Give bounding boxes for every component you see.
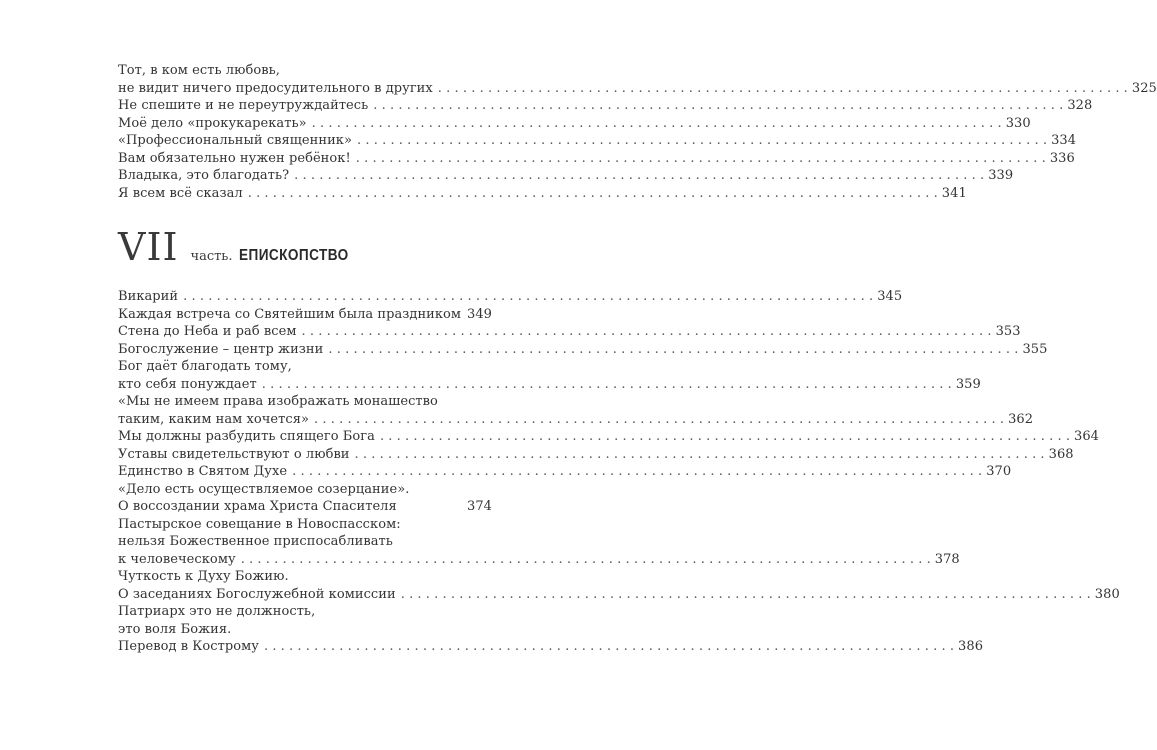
toc-entry-title: Вам обязательно нужен ребёнок!	[118, 150, 351, 166]
toc-line	[118, 185, 967, 203]
toc-line	[118, 603, 492, 621]
toc-line	[118, 323, 1021, 341]
toc-page-number: 374	[467, 499, 492, 514]
toc-page-number: 378	[934, 551, 960, 567]
toc-entry-title: Уставы свидетельствуют о любви	[118, 446, 350, 462]
toc-entry-title: Перевод в Кострому	[118, 639, 259, 654]
toc-entry-title: кто себя понуждает	[118, 376, 257, 392]
toc-leader-dots	[294, 167, 984, 185]
toc-entry[interactable]	[118, 358, 981, 393]
toc-entry[interactable]	[118, 481, 492, 516]
toc-leader-dots	[312, 115, 1002, 133]
toc-entry-title: Бог даёт благодать тому,	[118, 359, 292, 374]
toc-leader-dots	[248, 185, 938, 203]
toc-line	[118, 498, 492, 516]
toc-entry-title: Не спешите и не переутруждайтесь	[118, 98, 369, 113]
toc-line	[118, 446, 1074, 464]
toc-line	[118, 150, 1075, 168]
toc-entry[interactable]	[118, 568, 1120, 603]
toc-entry-title: О заседаниях Богослужебной комиссии	[118, 586, 396, 602]
toc-entry-title: Единство в Святом Духе	[118, 464, 288, 479]
toc-line	[118, 62, 492, 80]
toc-list-part	[118, 288, 1120, 656]
toc-line	[118, 341, 1048, 359]
toc-entry[interactable]	[118, 167, 1014, 185]
toc-entry-title: Патриарх это не должность,	[118, 604, 316, 619]
toc-leader-dots	[183, 288, 873, 306]
toc-page-number: 380	[1094, 586, 1120, 602]
toc-leader-dots	[328, 341, 1018, 359]
toc-entry-title: «Мы не имеем права изображать монашество	[118, 394, 438, 409]
toc-page-number: 368	[1048, 446, 1074, 462]
toc-entry-title: Чуткость к Духу Божию.	[118, 569, 289, 584]
toc-entry-title: «Профессиональный священник»	[118, 133, 352, 148]
toc-line	[118, 481, 492, 499]
toc-leader-dots	[302, 323, 992, 341]
toc-line	[118, 80, 1157, 98]
toc-line	[118, 97, 1093, 115]
toc-entry[interactable]	[118, 132, 1077, 150]
toc-entry[interactable]	[118, 323, 1021, 341]
toc-entry[interactable]	[118, 428, 1099, 446]
toc-entry[interactable]	[118, 603, 492, 638]
toc-entry-title: не видит ничего предосудительного в других	[118, 80, 433, 96]
toc-line	[118, 516, 492, 534]
toc-line	[118, 621, 492, 639]
toc-entry-title: О воссоздании храма Христа Спасителя	[118, 499, 397, 514]
toc-page-number: 364	[1074, 429, 1099, 444]
toc-entry[interactable]	[118, 446, 1074, 464]
toc-leader-dots	[401, 586, 1091, 604]
toc-page-number: 370	[986, 464, 1012, 479]
toc-line	[118, 568, 492, 586]
toc-line	[118, 586, 1120, 604]
part-title: ЕПИСКОПСТВО	[238, 247, 349, 264]
toc-entry-title: Стена до Неба и раб всем	[118, 324, 297, 339]
toc-page-number: 345	[877, 289, 903, 304]
toc-leader-dots	[357, 132, 1047, 150]
toc-entry-title: к человеческому	[118, 551, 236, 567]
toc-page-number: 386	[958, 639, 984, 654]
toc-entry[interactable]	[118, 115, 1031, 133]
toc-entry-title: нельзя Божественное приспосабливать	[118, 534, 393, 549]
toc-page-number: 334	[1051, 133, 1077, 148]
toc-entry[interactable]	[118, 463, 1012, 481]
toc-list-top	[118, 62, 1157, 202]
toc-entry-title: Мы должны разбудить спящего Бога	[118, 429, 375, 444]
toc-leader-dots	[438, 80, 1128, 98]
toc-page-number: 353	[995, 324, 1021, 339]
toc-entry[interactable]	[118, 516, 960, 569]
toc-leader-dots	[380, 428, 1070, 446]
toc-entry-title: Викарий	[118, 289, 179, 304]
toc-entry-title: Каждая встреча со Святейшим была праздником	[118, 306, 462, 322]
part-word: часть.	[190, 249, 233, 264]
toc-line	[118, 638, 984, 656]
toc-page-number: 362	[1008, 411, 1034, 427]
toc-entry-title: Моё дело «прокукарекать»	[118, 115, 307, 131]
toc-leader-dots	[292, 463, 982, 481]
toc-page-number: 341	[941, 185, 967, 201]
toc-line	[118, 358, 492, 376]
toc-line	[118, 167, 1014, 185]
toc-leader-dots	[264, 638, 954, 656]
toc-leader-dots	[262, 376, 952, 394]
toc-page-number: 359	[955, 376, 981, 392]
toc-entry[interactable]	[118, 150, 1075, 168]
toc-leader-dots	[314, 411, 1004, 429]
toc-entry[interactable]	[118, 306, 492, 324]
toc-entry-title: Богослужение – центр жизни	[118, 341, 324, 357]
toc-page-number: 336	[1049, 150, 1075, 166]
toc-entry-title: это воля Божия.	[118, 621, 232, 637]
toc-line	[118, 551, 960, 569]
toc-entry-title: «Дело есть осуществляемое созерцание».	[118, 481, 410, 497]
toc-line	[118, 533, 492, 551]
toc-line	[118, 288, 903, 306]
toc-line	[118, 428, 1099, 446]
toc-leader-dots	[355, 446, 1045, 464]
toc-entry-title: Тот, в ком есть любовь,	[118, 63, 280, 78]
toc-entry[interactable]	[118, 638, 984, 656]
toc-entry[interactable]	[118, 185, 967, 203]
toc-entry[interactable]	[118, 97, 1093, 115]
toc-leader-dots	[373, 97, 1063, 115]
toc-line	[118, 376, 981, 394]
toc-page-number: 330	[1005, 115, 1031, 131]
toc-line	[118, 306, 492, 324]
toc-entry-title: Владыка, это благодать?	[118, 168, 290, 183]
toc-line	[118, 115, 1031, 133]
toc-leader-dots	[356, 150, 1046, 168]
part-heading	[118, 226, 367, 268]
part-numeral: VII	[118, 225, 179, 269]
toc-entry-title: таким, каким нам хочется»	[118, 411, 310, 427]
toc-entry[interactable]	[118, 341, 1048, 359]
toc-page-number: 328	[1067, 98, 1093, 113]
toc-entry-title: Я всем всё сказал	[118, 185, 243, 201]
toc-line	[118, 411, 1034, 429]
toc-page-number: 349	[467, 306, 492, 322]
toc-leader-dots	[241, 551, 931, 569]
toc-page-number: 339	[988, 168, 1014, 183]
toc-line	[118, 463, 1012, 481]
toc-page-number: 325	[1131, 80, 1157, 96]
toc-entry-title: Пастырское совещание в Новоспасском:	[118, 516, 401, 532]
toc-entry[interactable]	[118, 62, 1157, 97]
toc-entry[interactable]	[118, 393, 1034, 428]
toc-line	[118, 393, 492, 411]
toc-entry[interactable]	[118, 288, 903, 306]
toc-line	[118, 132, 1077, 150]
toc-page-number: 355	[1022, 341, 1048, 357]
